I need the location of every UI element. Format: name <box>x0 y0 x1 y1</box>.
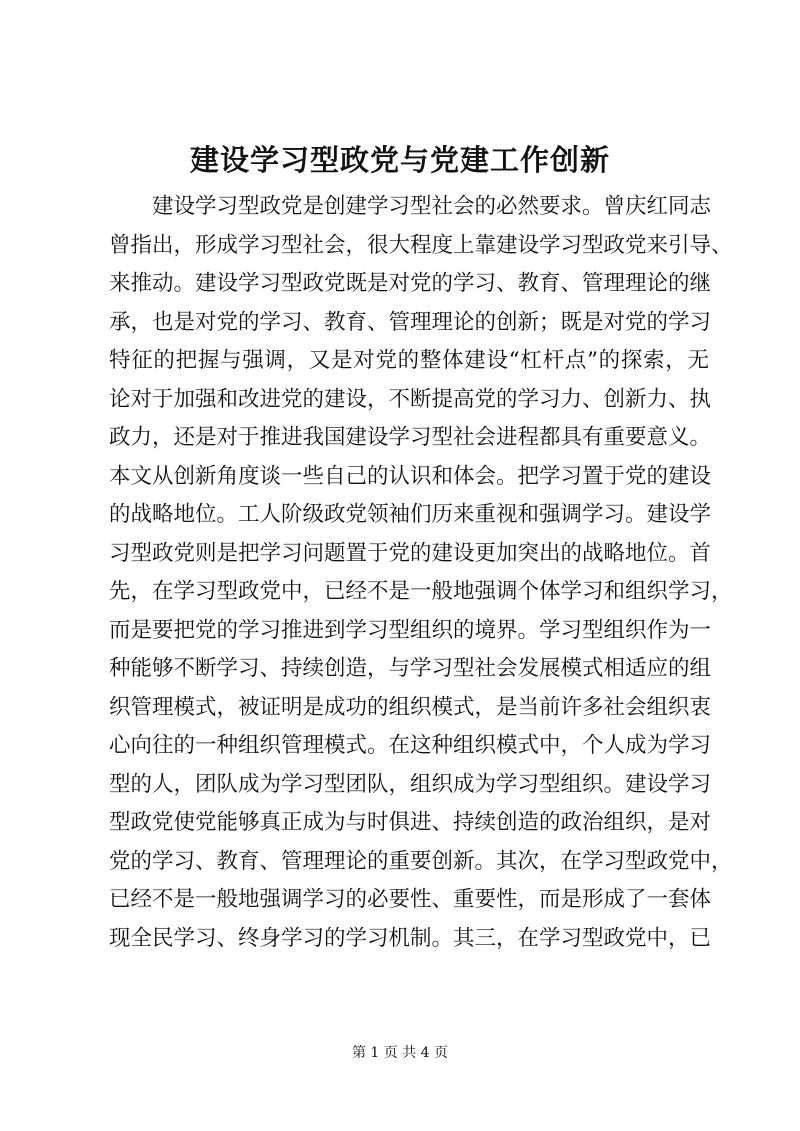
body-line: 政力，还是对于推进我国建设学习型社会进程都具有重要意义。 <box>109 425 712 450</box>
body-line: 习型政党则是把学习问题置于党的建设更加突出的战略地位。首 <box>109 540 712 566</box>
document-title: 建设学习型政党与党建工作创新 <box>189 143 610 177</box>
body-line: 型政党使党能够真正成为与时俱进、持续创造的政治组织，是对 <box>109 810 712 835</box>
body-line: 来推动。建设学习型政党既是对党的学习、教育、管理理论的继 <box>109 271 712 296</box>
page-number-footer: 第 1 页 共 4 页 <box>351 1045 449 1061</box>
body-line: 建设学习型政党是创建学习型社会的必然要求。曾庆红同志 <box>109 194 712 219</box>
body-line: 心向往的一种组织管理模式。在这种组织模式中，个人成为学习 <box>109 733 712 758</box>
body-line: 特征的把握与强调，又是对党的整体建设“杠杆点”的探索，无 <box>109 348 709 373</box>
body-line: 曾指出，形成学习型社会，很大程度上靠建设学习型政党来引导、 <box>109 232 733 258</box>
body-line: 已经不是一般地强调学习的必要性、重要性，而是形成了一套体 <box>109 887 712 912</box>
body-line: 本文从创新角度谈一些自己的认识和体会。把学习置于党的建设 <box>109 463 712 489</box>
body-line: 型的人，团队成为学习型团队，组织成为学习型组织。建设学习 <box>109 771 712 797</box>
body-line: 而是要把党的学习推进到学习型组织的境界。学习型组织作为一 <box>109 617 712 643</box>
body-line: 党的学习、教育、管理理论的重要创新。其次，在学习型政党中， <box>109 848 733 874</box>
body-line: 的战略地位。工人阶级政党领袖们历来重视和强调学习。建设学 <box>109 502 712 527</box>
body-line: 先，在学习型政党中，已经不是一般地强调个体学习和组织学习， <box>109 579 733 604</box>
body-line: 承，也是对党的学习、教育、管理理论的创新；既是对党的学习 <box>109 309 712 335</box>
body-line: 种能够不断学习、持续创造，与学习型社会发展模式相适应的组 <box>109 656 712 681</box>
body-line: 织管理模式，被证明是成功的组织模式，是当前许多社会组织衷 <box>109 694 712 720</box>
document-body <box>109 188 733 958</box>
body-line: 论对于加强和改进党的建设，不断提高党的学习力、创新力、执 <box>109 386 712 412</box>
body-line: 现全民学习、终身学习的学习机制。其三，在学习型政党中，已 <box>109 925 712 951</box>
